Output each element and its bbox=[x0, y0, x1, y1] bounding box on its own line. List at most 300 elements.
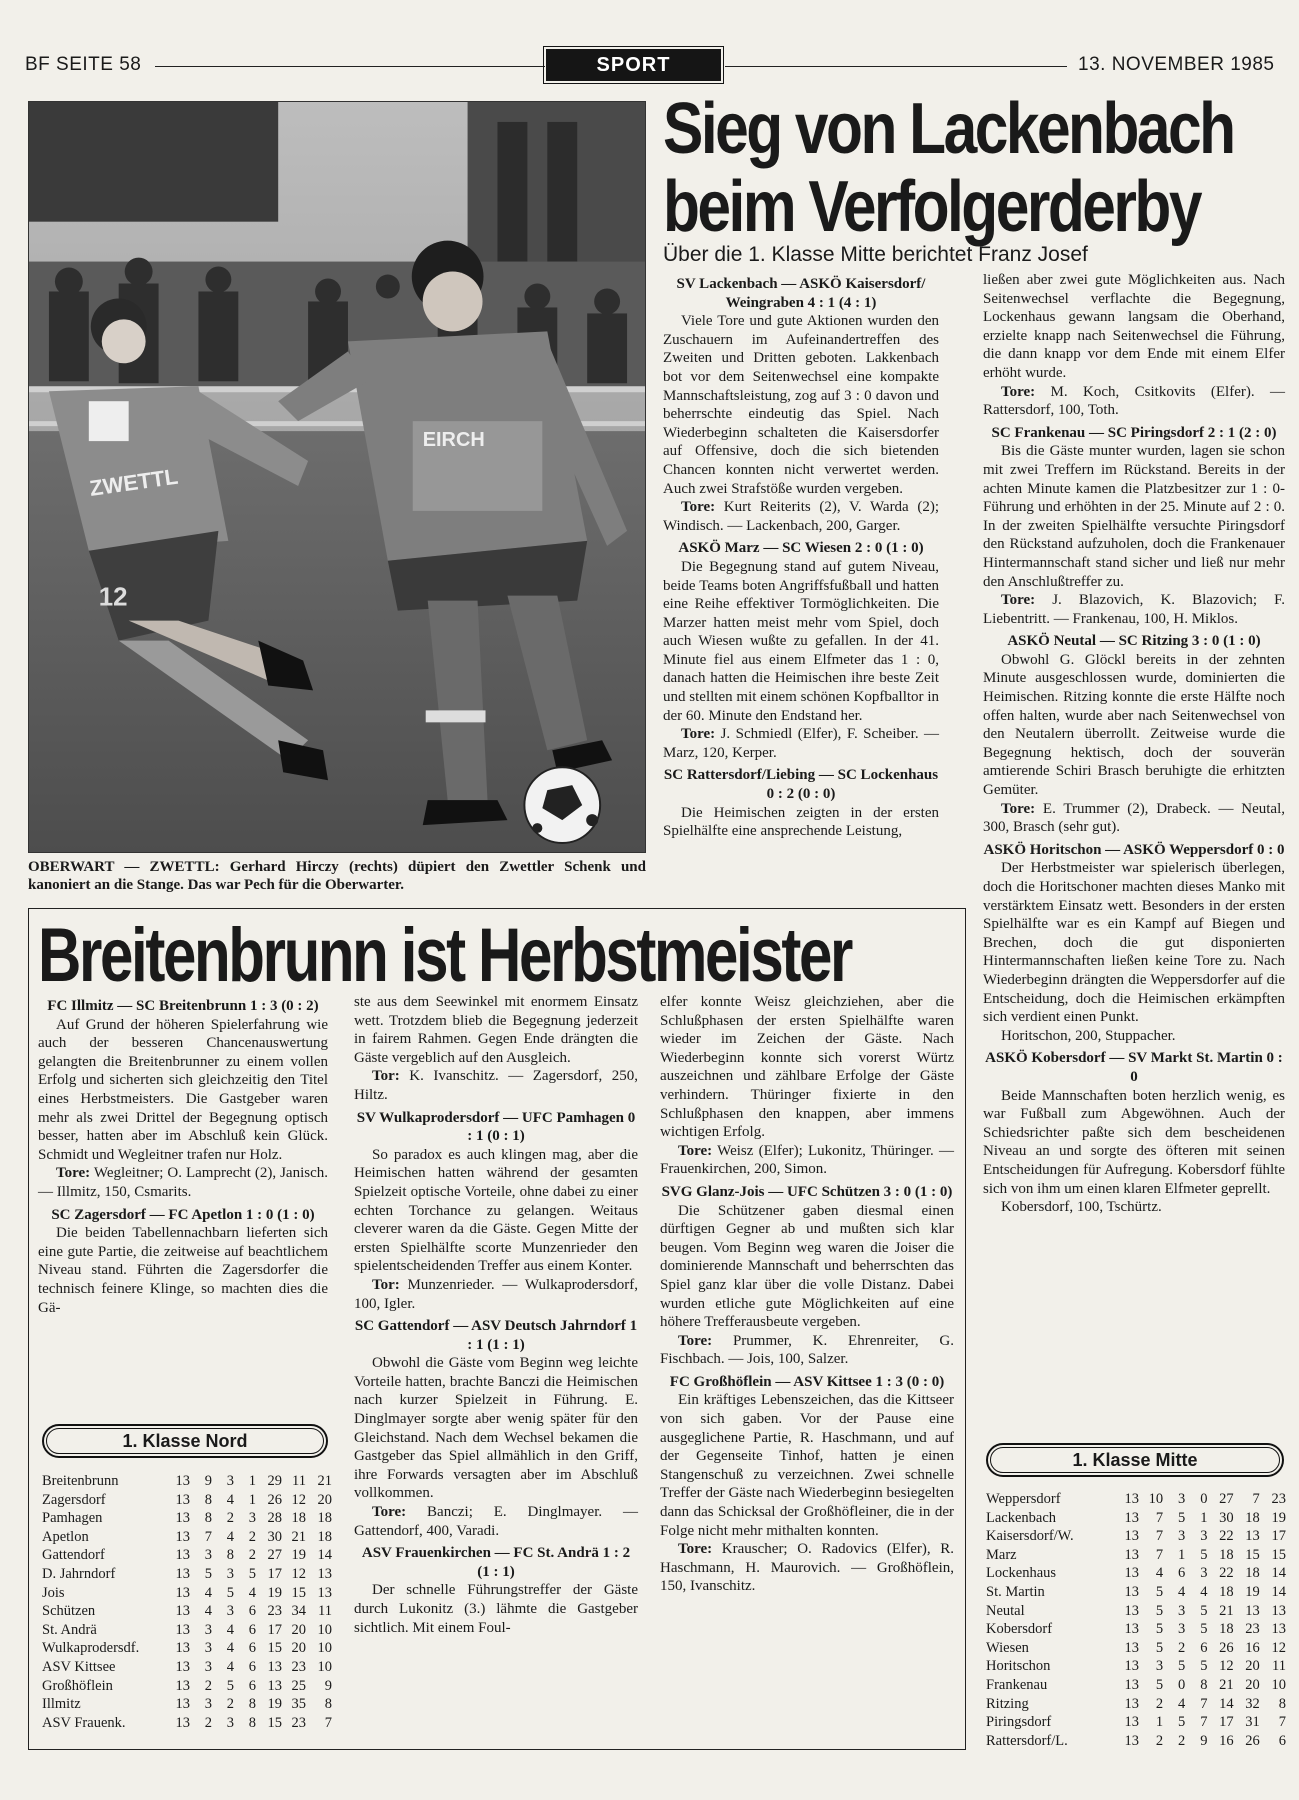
team-name: Weppersdorf bbox=[986, 1491, 1061, 1507]
table-cell: 5 bbox=[1200, 1602, 1208, 1619]
table-cell: 15 bbox=[291, 1584, 306, 1601]
table-cell: 22 bbox=[1219, 1528, 1234, 1545]
table-cell: 13 bbox=[267, 1658, 282, 1675]
table-cell: 13 bbox=[175, 1621, 190, 1638]
team-name: Rattersdorf/L. bbox=[986, 1732, 1068, 1749]
table-cell: 9 bbox=[324, 1677, 332, 1694]
article2-column-2 bbox=[354, 993, 638, 1637]
article1-match-heading: SV Lackenbach — ASKÖ Kaisersdorf/ Weingraben 4 : 1 (4 : 1) bbox=[676, 276, 926, 311]
article2-scorers: Tore: Wegleitner; O. Lamprecht (2), Janisch. — Illmitz, 150, Csmarits. bbox=[38, 1165, 328, 1200]
table-row bbox=[42, 1509, 332, 1528]
table-cell: 1 bbox=[248, 1491, 256, 1508]
table-cell: 13 bbox=[1124, 1565, 1139, 1582]
table-cell: 16 bbox=[1245, 1639, 1260, 1656]
table-cell: 5 bbox=[1178, 1509, 1186, 1526]
team-name: ASV Kittsee bbox=[42, 1658, 116, 1675]
table-cell: 3 bbox=[1178, 1528, 1186, 1545]
article2-scorers: Tore: Banczi; E. Dinglmayer. — Gattendorf, 400, Varadi. bbox=[354, 1504, 638, 1539]
table-cell: 7 bbox=[1200, 1714, 1208, 1731]
article2-paragraph: Die beiden Tabellennachbarn lieferten sich eine gute Partie, die zeitweise auf beachtlichem Niveau stand. Führten die Zagersdorfer die technisch feinere Klinge, so machten dies die Gä- bbox=[38, 1225, 328, 1316]
table-row bbox=[42, 1695, 332, 1714]
table-row bbox=[986, 1490, 1286, 1509]
section-label: SPORT bbox=[546, 49, 721, 81]
table-cell: 3 bbox=[226, 1473, 234, 1489]
article2-paragraph: Auf Grund der höheren Spielerfahrung wie auch der besseren Chancenauswertung gelangten die Breitenbrunner zu einem vollen Erfolg und sicherten sich gleichzeitig den Titel eines Herbstmeisters. Die Gastgeber waren mehr als zwei Drittel der Begegnung optisch besser, hatten aber im Abschluß kein Glück. Schmidt und Wegleitner trafen nur Holz. bbox=[38, 1016, 328, 1163]
photo-caption: OBERWART — ZWETTL: Gerhard Hirczy (rechts) düpiert den Zwettler Schenk und kanoniert an die Stange. Das war Pech für die Oberwarter. bbox=[28, 859, 646, 893]
table-cell: 6 bbox=[248, 1677, 256, 1694]
team-name: Breitenbrunn bbox=[42, 1473, 119, 1489]
table-cell: 13 bbox=[175, 1677, 190, 1694]
table-cell: 19 bbox=[1271, 1509, 1286, 1526]
article2-paragraph: Der schnelle Führungstreffer der Gäste durch Lukonitz (3.) lähmte die Gastgeber sichtlich. Mit einem Foul- bbox=[354, 1582, 638, 1636]
team-name: Schützen bbox=[42, 1603, 96, 1620]
table-cell: 10 bbox=[317, 1658, 332, 1675]
team-name: Pamhagen bbox=[42, 1510, 103, 1527]
table-cell: 10 bbox=[1148, 1491, 1164, 1507]
table-row bbox=[42, 1565, 332, 1584]
header-rule-right bbox=[725, 66, 1067, 67]
table-cell: 8 bbox=[204, 1491, 212, 1508]
table-cell: 10 bbox=[317, 1621, 332, 1638]
table-cell: 0 bbox=[1200, 1491, 1208, 1507]
table-cell: 1 bbox=[1155, 1714, 1164, 1731]
table-cell: 23 bbox=[1271, 1491, 1286, 1507]
team-name: ASV Frauenk. bbox=[42, 1714, 126, 1731]
table-cell: 5 bbox=[1155, 1602, 1164, 1619]
table-cell: 2 bbox=[1178, 1732, 1186, 1749]
table-cell: 20 bbox=[291, 1640, 306, 1657]
article2-paragraph: ste aus dem Seewinkel mit enormem Einsatz wett. Trotzdem blieb die Begegnung jederzeit in fairem Rahmen. Gegen Ende drängten die Gäste vergeblich auf den Ausgleich. bbox=[354, 994, 638, 1066]
table-cell: 13 bbox=[175, 1547, 190, 1564]
article2-scorers: Tor: Munzenrieder. — Wulkaprodersdorf, 100, Igler. bbox=[354, 1276, 638, 1312]
team-name: Kobersdorf bbox=[986, 1621, 1053, 1638]
table-cell: 13 bbox=[175, 1640, 190, 1657]
table-cell: 7 bbox=[1252, 1491, 1260, 1507]
table-mitte-title-text: 1. Klasse Mitte bbox=[990, 1447, 1280, 1473]
table-cell: 13 bbox=[1124, 1695, 1139, 1712]
table-cell: 6 bbox=[1200, 1639, 1208, 1656]
table-row bbox=[986, 1527, 1286, 1546]
table-cell: 10 bbox=[1271, 1676, 1286, 1693]
article1-match-heading: SC Rattersdorf/Liebing — SC Lockenhaus 0 : 2 (0 : 0) bbox=[663, 767, 939, 803]
table-cell: 25 bbox=[291, 1677, 306, 1694]
table-mitte bbox=[986, 1490, 1286, 1750]
table-cell: 7 bbox=[1155, 1546, 1164, 1563]
scorers-label: Tore: bbox=[678, 1541, 713, 1558]
team-name: Marz bbox=[986, 1546, 1017, 1563]
team-name: Wiesen bbox=[986, 1639, 1029, 1656]
team-name: Zagersdorf bbox=[42, 1491, 106, 1508]
table-cell: 28 bbox=[267, 1510, 282, 1527]
table-cell: 11 bbox=[1272, 1658, 1286, 1675]
table-cell: 13 bbox=[175, 1584, 190, 1601]
table-cell: 2 bbox=[1155, 1732, 1164, 1749]
scorers-label: Tore: bbox=[681, 499, 716, 516]
article1-column-1 bbox=[663, 271, 939, 841]
table-cell: 10 bbox=[317, 1640, 332, 1657]
scorers-label: Tor: bbox=[372, 1276, 400, 1293]
team-name: Piringsdorf bbox=[986, 1714, 1052, 1731]
table-cell: 13 bbox=[1271, 1621, 1286, 1638]
table-cell: 6 bbox=[248, 1621, 256, 1638]
table-cell: 7 bbox=[1155, 1509, 1164, 1526]
table-cell: 1 bbox=[1200, 1509, 1208, 1526]
table-row bbox=[42, 1491, 332, 1510]
article2-scorers: Tore: Weisz (Elfer); Lukonitz, Thüringer. — Frauenkirchen, 200, Simon. bbox=[660, 1142, 954, 1178]
article2-column-3 bbox=[660, 993, 954, 1596]
scorers-label: Tore: bbox=[1001, 383, 1036, 400]
table-cell: 1 bbox=[1178, 1546, 1186, 1563]
table-cell: 5 bbox=[226, 1584, 234, 1601]
table-cell: 18 bbox=[1245, 1565, 1260, 1582]
table-cell: 13 bbox=[175, 1714, 190, 1731]
table-cell: 23 bbox=[291, 1658, 306, 1675]
team-name: Apetlon bbox=[42, 1528, 89, 1545]
article2-match-heading: FC Großhöflein — ASV Kittsee 1 : 3 (0 : 0) bbox=[669, 1373, 945, 1390]
table-row bbox=[986, 1583, 1286, 1602]
table-cell: 21 bbox=[291, 1528, 306, 1545]
team-name: D. Jahrndorf bbox=[42, 1565, 116, 1582]
table-cell: 15 bbox=[1245, 1546, 1260, 1563]
table-cell: 31 bbox=[1245, 1714, 1260, 1731]
team-name: Lackenbach bbox=[986, 1509, 1057, 1526]
table-cell: 4 bbox=[1178, 1695, 1186, 1712]
team-name: Jois bbox=[42, 1584, 65, 1601]
article2-column-1 bbox=[38, 993, 328, 1317]
article1-headline bbox=[663, 89, 1234, 247]
table-cell: 8 bbox=[1200, 1676, 1208, 1693]
article2-paragraph: Obwohl die Gäste vom Beginn weg leichte Vorteile hatten, brachte Banczi die Heimischen nach kurzer Spielzeit in Führung. E. Dinglmayer sorgte aber wenig später für den Gleichstand. Nach dem Wechsel bekamen die Gastgeber das Spiel allmählich in den Griff, ihre Forwards versagten aber im Abschluß vollkommen. bbox=[354, 1355, 638, 1502]
table-cell: 4 bbox=[1178, 1583, 1186, 1600]
table-row bbox=[986, 1713, 1286, 1732]
article1-match-heading: ASKÖ Horitschon — ASKÖ Weppersdorf 0 : 0 bbox=[983, 841, 1285, 858]
team-name: Ritzing bbox=[986, 1695, 1029, 1712]
table-row bbox=[986, 1564, 1286, 1583]
team-name: Gattendorf bbox=[42, 1547, 105, 1564]
table-cell: 13 bbox=[1124, 1639, 1139, 1656]
table-cell: 1 bbox=[248, 1473, 256, 1489]
table-cell: 7 bbox=[1278, 1714, 1286, 1731]
table-cell: 3 bbox=[204, 1640, 212, 1657]
table-cell: 8 bbox=[324, 1696, 332, 1713]
table-cell: 7 bbox=[1200, 1695, 1208, 1712]
article2-paragraph: So paradox es auch klingen mag, aber die Heimischen hatten während der gesamten Spielzeit optische Vorteile, ohne dabei zu einer echten Torchance zu gelangen. Weitaus cleverer waren da die Gäste. Gegen Mitte der ersten Spielhälfte scorte Munzenrieder den spielentscheidenden Treffer aus einem Konter. bbox=[354, 1146, 638, 1275]
table-cell: 3 bbox=[1178, 1621, 1186, 1638]
table-cell: 15 bbox=[267, 1714, 282, 1731]
article2-scorers: Tore: Krauscher; O. Radovics (Elfer), R. Haschmann, H. Maurovich. — Großhöflein, 150, Ivanschitz. bbox=[660, 1541, 954, 1595]
table-cell: 12 bbox=[1271, 1639, 1286, 1656]
table-row bbox=[42, 1639, 332, 1658]
table-cell: 30 bbox=[267, 1528, 282, 1545]
article1-paragraph: Kobersdorf, 100, Tschürtz. bbox=[1001, 1199, 1162, 1216]
article1-scorers: Tore: J. Schmiedl (Elfer), F. Scheiber. — Marz, 120, Kerper. bbox=[663, 726, 939, 761]
table-cell: 9 bbox=[204, 1473, 212, 1489]
table-row bbox=[42, 1621, 332, 1640]
table-cell: 5 bbox=[1200, 1658, 1208, 1675]
table-cell: 4 bbox=[226, 1640, 234, 1657]
table-cell: 20 bbox=[317, 1491, 332, 1508]
page-number: BF SEITE 58 bbox=[25, 54, 142, 75]
table-cell: 12 bbox=[291, 1565, 306, 1582]
table-cell: 13 bbox=[175, 1491, 190, 1508]
table-cell: 5 bbox=[1155, 1583, 1164, 1600]
table-cell: 5 bbox=[248, 1565, 256, 1582]
article1-paragraph: ließen aber zwei gute Möglichkeiten aus. Nach Seitenwechsel verflachte die Begegnung, Lockenhaus gewann langsam die Oberhand, erzielte knapp nach Seitenwechsel die Führung, die dann knapp vor dem Ende mit einem Elfer erhöht wurde. bbox=[983, 272, 1285, 381]
table-cell: 35 bbox=[291, 1696, 306, 1713]
table-cell: 3 bbox=[226, 1565, 234, 1582]
table-cell: 13 bbox=[175, 1696, 190, 1713]
table-cell: 3 bbox=[1178, 1491, 1186, 1507]
table-cell: 7 bbox=[324, 1714, 332, 1731]
scorers-label: Tore: bbox=[678, 1142, 713, 1159]
article2-paragraph: elfer konnte Weisz gleichziehen, aber die Schlußphasen der ersten Spielhälfte waren wieder im Zeichen der Gäste. Nach Wiederbeginn konnte sich vorerst Würtz auszeichnen und zählbare Erfolge der Gäste verhindern. Thüringer fixierte in den Schlußphasen den knappen, aber immens wichtigen Erfolg. bbox=[660, 994, 954, 1141]
scorers-label: Tore: bbox=[1001, 592, 1036, 609]
table-cell: 27 bbox=[267, 1547, 282, 1564]
scorers-label: Tore: bbox=[678, 1332, 713, 1349]
table-row bbox=[42, 1546, 332, 1565]
article1-headline-line2: beim Verfolgerderby bbox=[663, 167, 1200, 247]
table-cell: 18 bbox=[1245, 1509, 1260, 1526]
table-cell: 8 bbox=[1278, 1695, 1286, 1712]
table-cell: 14 bbox=[317, 1547, 332, 1564]
table-cell: 4 bbox=[1200, 1583, 1208, 1600]
team-name: Kaisersdorf/W. bbox=[986, 1528, 1074, 1545]
table-cell: 8 bbox=[248, 1696, 256, 1713]
article2-match-heading: ASV Frauenkirchen — FC St. Andrä 1 : 2 (1 : 1) bbox=[361, 1545, 631, 1580]
table-cell: 13 bbox=[1124, 1491, 1139, 1507]
table-cell: 3 bbox=[204, 1621, 212, 1638]
table-cell: 2 bbox=[1155, 1695, 1164, 1712]
table-cell: 13 bbox=[1124, 1676, 1139, 1693]
article1-match-heading: ASKÖ Kobersdorf — SV Markt St. Martin 0 : 0 bbox=[985, 1050, 1283, 1085]
table-cell: 13 bbox=[175, 1658, 190, 1675]
table-cell: 6 bbox=[248, 1640, 256, 1657]
table-cell: 3 bbox=[226, 1714, 234, 1731]
table-cell: 18 bbox=[317, 1528, 332, 1545]
issue-date: 13. NOVEMBER 1985 bbox=[1078, 54, 1275, 75]
article1-paragraph: Die Begegnung stand auf gutem Niveau, beide Teams boten Angriffsfußball und hatten eine Reihe effektiver Tormöglichkeiten. Die Marzer hatten meist mehr vom Spiel, doch auch Wiesen wußte zu gefallen. In der 41. Minute fiel aus einem Elfmeter das 1 : 0, danach hatten die Heimischen ihre beste Zeit und stellten mit einem schönen Kopfballtor in der 60. Minute den Endstand her. bbox=[663, 558, 939, 724]
table-cell: 21 bbox=[1219, 1602, 1234, 1619]
table-cell: 6 bbox=[1278, 1732, 1286, 1749]
table-cell: 6 bbox=[1178, 1565, 1186, 1582]
table-cell: 13 bbox=[1245, 1528, 1260, 1545]
table-cell: 4 bbox=[204, 1584, 212, 1601]
table-row bbox=[986, 1602, 1286, 1621]
table-cell: 13 bbox=[267, 1677, 282, 1694]
table-row bbox=[42, 1714, 332, 1733]
table-cell: 20 bbox=[1245, 1658, 1260, 1675]
table-cell: 3 bbox=[1178, 1602, 1186, 1619]
article1-paragraph: Bis die Gäste munter wurden, lagen sie schon mit zwei Treffern im Rückstand. Bereits in der achten Minute kamen die Platzbesitzer zur 1 : 0-Führung und erhöhten in der 25. Minute auf 2 : 0. In der zweiten Spielhälfte versuchte Piringsdorf den Rückstand aufzuholen, doch die Frankenauer Hintermannschaft stand sicher und ließ nur mehr den Anschlußtreffer zu. bbox=[983, 443, 1285, 590]
team-name: Horitschon bbox=[986, 1658, 1051, 1675]
table-cell: 13 bbox=[175, 1528, 190, 1545]
table-cell: 4 bbox=[226, 1621, 234, 1638]
table-cell: 5 bbox=[1178, 1658, 1186, 1675]
table-cell: 5 bbox=[204, 1565, 212, 1582]
team-name: Wulkaprodersdf. bbox=[42, 1640, 140, 1657]
table-cell: 9 bbox=[1200, 1732, 1208, 1749]
table-row bbox=[986, 1620, 1286, 1639]
scorers-label: Tore: bbox=[372, 1504, 407, 1521]
article2-paragraph: Die Schützener gaben diesmal einen dürftigen Gegner ab und mußten sich klar beugen. Vom Beginn weg waren die Joiser die dominierende Mannschaft und beherrschten das Spiel ganz klar über die volle Distanz. Dabei wurden etliche gute Möglichkeiten auf eine höhere Trefferausbeute vergeben. bbox=[660, 1202, 954, 1331]
article1-paragraph: Beide Mannschaften boten herzlich wenig, es war Fußball zum Abgewöhnen. Auch der Schiedsrichter paßte sich dem bescheidenen Niveau an und sorgte des öfteren mit seinen Entscheidungen für Aufregung. Kobersdorf fühlte sich von ihm um einen klaren Elfmeter geprellt. bbox=[983, 1087, 1285, 1197]
table-cell: 26 bbox=[267, 1491, 282, 1508]
table-row bbox=[42, 1472, 332, 1491]
table-cell: 20 bbox=[1245, 1676, 1260, 1693]
table-cell: 23 bbox=[291, 1714, 306, 1731]
table-mitte-title bbox=[986, 1443, 1284, 1477]
table-cell: 13 bbox=[317, 1565, 332, 1582]
team-name: Illmitz bbox=[42, 1696, 81, 1713]
table-cell: 2 bbox=[1178, 1639, 1186, 1656]
table-cell: 13 bbox=[1124, 1621, 1139, 1638]
table-cell: 13 bbox=[1124, 1509, 1139, 1526]
table-cell: 15 bbox=[1271, 1546, 1286, 1563]
table-cell: 16 bbox=[1219, 1732, 1234, 1749]
table-cell: 32 bbox=[1245, 1695, 1260, 1712]
table-cell: 18 bbox=[291, 1510, 306, 1527]
table-cell: 4 bbox=[226, 1491, 234, 1508]
table-cell: 4 bbox=[1155, 1565, 1164, 1582]
table-cell: 18 bbox=[317, 1510, 332, 1527]
table-cell: 13 bbox=[1124, 1602, 1139, 1619]
article1-scorers: Tore: M. Koch, Csitkovits (Elfer). — Rattersdorf, 100, Toth. bbox=[983, 383, 1285, 419]
table-row bbox=[986, 1732, 1286, 1751]
table-cell: 4 bbox=[248, 1584, 256, 1601]
table-cell: 29 bbox=[267, 1473, 282, 1489]
table-cell: 3 bbox=[248, 1510, 256, 1527]
table-row bbox=[42, 1658, 332, 1677]
article1-headline-line1: Sieg von Lackenbach bbox=[663, 89, 1234, 169]
article2-match-heading: SVG Glanz-Jois — UFC Schützen 3 : 0 (1 : 0) bbox=[661, 1183, 953, 1200]
article2-scorers: Tor: K. Ivanschitz. — Zagersdorf, 250, Hiltz. bbox=[354, 1068, 638, 1103]
table-cell: 15 bbox=[267, 1640, 282, 1657]
table-cell: 30 bbox=[1219, 1509, 1234, 1526]
table-cell: 19 bbox=[267, 1584, 282, 1601]
table-cell: 19 bbox=[291, 1547, 306, 1564]
table-cell: 23 bbox=[1245, 1621, 1260, 1638]
table-cell: 3 bbox=[226, 1603, 234, 1620]
article2-match-heading: SC Gattendorf — ASV Deutsch Jahrndorf 1 : 1 (1 : 1) bbox=[354, 1318, 638, 1353]
table-cell: 2 bbox=[248, 1528, 256, 1545]
article1-paragraph: Der Herbstmeister war spielerisch überlegen, doch die Horitschoner machten dieses Manko mit verstärktem Einsatz wett. Besonders in der ersten Spielhälfte war es ein Kampf auf Biegen und Brechen, doch die gut disponierten Hintermannschaften ließen keine Tore zu. Nach Wiederbeginn drängten die Weppersdorfer auf die Entscheidung, doch die Heimischen erkämpften sich verdient einen Punkt. bbox=[983, 860, 1285, 1026]
table-cell: 5 bbox=[1178, 1714, 1186, 1731]
table-row bbox=[42, 1528, 332, 1547]
table-cell: 3 bbox=[204, 1696, 212, 1713]
table-cell: 2 bbox=[226, 1510, 234, 1527]
table-cell: 14 bbox=[1271, 1583, 1286, 1600]
table-nord-title-text: 1. Klasse Nord bbox=[46, 1428, 324, 1454]
table-cell: 27 bbox=[1219, 1491, 1234, 1507]
table-cell: 3 bbox=[204, 1658, 212, 1675]
team-name: Frankenau bbox=[986, 1676, 1048, 1693]
table-cell: 6 bbox=[248, 1603, 256, 1620]
article2-match-heading: SC Zagersdorf — FC Apetlon 1 : 0 (1 : 0) bbox=[51, 1206, 315, 1223]
header-rule-left bbox=[155, 66, 545, 67]
table-row bbox=[986, 1509, 1286, 1528]
table-cell: 7 bbox=[1155, 1528, 1164, 1545]
table-row bbox=[986, 1676, 1286, 1695]
table-cell: 13 bbox=[1124, 1546, 1139, 1563]
article1-paragraph: Die Heimischen zeigten in der ersten Spielhälfte eine ansprechende Leistung, bbox=[663, 804, 939, 840]
table-cell: 5 bbox=[1155, 1639, 1164, 1656]
table-cell: 12 bbox=[291, 1491, 306, 1508]
table-cell: 13 bbox=[1124, 1658, 1139, 1675]
table-cell: 8 bbox=[204, 1510, 212, 1527]
table-cell: 11 bbox=[292, 1473, 306, 1489]
article1-scorers: Tore: E. Trummer (2), Drabeck. — Neutal, 300, Brasch (sehr gut). bbox=[983, 800, 1285, 836]
article1-match-heading: ASKÖ Marz — SC Wiesen 2 : 0 (1 : 0) bbox=[678, 540, 924, 557]
article1-match-heading: ASKÖ Neutal — SC Ritzing 3 : 0 (1 : 0) bbox=[1007, 633, 1261, 650]
table-cell: 26 bbox=[1219, 1639, 1234, 1656]
scorers-label: Tore: bbox=[56, 1165, 91, 1182]
match-photo-image bbox=[29, 102, 645, 852]
table-cell: 4 bbox=[204, 1603, 212, 1620]
article2-match-heading: FC Illmitz — SC Breitenbrunn 1 : 3 (0 : 2) bbox=[47, 998, 319, 1014]
table-cell: 3 bbox=[1155, 1658, 1164, 1675]
table-cell: 13 bbox=[175, 1473, 190, 1489]
table-cell: 13 bbox=[1124, 1732, 1139, 1749]
table-nord-title bbox=[42, 1424, 328, 1458]
table-cell: 2 bbox=[204, 1677, 212, 1694]
table-cell: 14 bbox=[1271, 1565, 1286, 1582]
table-cell: 17 bbox=[267, 1565, 282, 1582]
table-row bbox=[42, 1602, 332, 1621]
team-name: St. Andrä bbox=[42, 1621, 97, 1638]
article2-paragraph: Ein kräftiges Lebenszeichen, das die Kittseer von sich gaben. Vor der Pause eine ausgeglichene Partie, R. Haschmann, und auf der Gegenseite Tinhof, hatten je einen Stangenschuß zu verzeichnen. Zwei schnelle Treffer der Gäste nach Wiederbeginn besiegelten dann das Schicksal der Großhöfleiner, die in der Folge nicht mehr mithalten konnten. bbox=[660, 1392, 954, 1539]
team-name: Lockenhaus bbox=[986, 1565, 1057, 1582]
table-cell: 18 bbox=[1219, 1546, 1234, 1563]
table-cell: 18 bbox=[1219, 1583, 1234, 1600]
table-cell: 14 bbox=[1219, 1695, 1234, 1712]
team-name: Großhöflein bbox=[42, 1677, 113, 1694]
table-cell: 3 bbox=[204, 1547, 212, 1564]
article1-scorers: Tore: Kurt Reiterits (2), V. Warda (2); Windisch. — Lackenbach, 200, Garger. bbox=[663, 499, 939, 534]
scorers-label: Tore: bbox=[681, 726, 716, 743]
team-name: St. Martin bbox=[986, 1583, 1045, 1600]
table-cell: 13 bbox=[175, 1603, 190, 1620]
table-cell: 13 bbox=[1124, 1714, 1139, 1731]
table-cell: 17 bbox=[1271, 1528, 1286, 1545]
article1-paragraph: Viele Tore und gute Aktionen wurden den Zuschauern im Aufeinandertreffen des Zweiten und Dritten geboten. Lakkenbach bot vor dem Seitenwechsel eine kompakte Mannschaftsleistung, zog auf 3 : 0 davon und beherrschte eindeutig das Spiel. Nach Wiederbeginn schalteten die Kaisersdorfer auf Offensive, doch die sich bietenden Chancen konnten nicht verwertet werden. Auch zwei Strafstöße wurden vergeben. bbox=[663, 313, 939, 497]
table-cell: 8 bbox=[248, 1714, 256, 1731]
table-cell: 13 bbox=[175, 1565, 190, 1582]
table-cell: 2 bbox=[248, 1547, 256, 1564]
table-row bbox=[986, 1639, 1286, 1658]
table-cell: 17 bbox=[267, 1621, 282, 1638]
table-cell: 13 bbox=[1124, 1583, 1139, 1600]
table-nord bbox=[42, 1472, 332, 1732]
scorers-label: Tore: bbox=[1001, 800, 1036, 817]
shirt-number: 12 bbox=[98, 583, 128, 612]
table-cell: 6 bbox=[248, 1658, 256, 1675]
article1-byline: Über die 1. Klasse Mitte berichtet Franz Josef bbox=[663, 243, 1088, 266]
article1-column-2 bbox=[983, 271, 1285, 1217]
table-row bbox=[42, 1677, 332, 1696]
article1-scorers: Tore: J. Blazovich, K. Blazovich; F. Liebentritt. — Frankenau, 100, H. Miklos. bbox=[983, 592, 1285, 627]
article1-match-heading: SC Frankenau — SC Piringsdorf 2 : 1 (2 : 0) bbox=[991, 424, 1277, 441]
table-cell: 19 bbox=[267, 1696, 282, 1713]
table-row bbox=[42, 1584, 332, 1603]
table-cell: 21 bbox=[1219, 1676, 1234, 1693]
table-cell: 18 bbox=[1219, 1621, 1234, 1638]
table-cell: 3 bbox=[1200, 1528, 1208, 1545]
team-name: Neutal bbox=[986, 1602, 1025, 1619]
table-cell: 19 bbox=[1245, 1583, 1260, 1600]
table-row bbox=[986, 1546, 1286, 1565]
table-cell: 5 bbox=[1155, 1676, 1164, 1693]
article2-scorers: Tore: Prummer, K. Ehrenreiter, G. Fischbach. — Jois, 100, Salzer. bbox=[660, 1332, 954, 1368]
